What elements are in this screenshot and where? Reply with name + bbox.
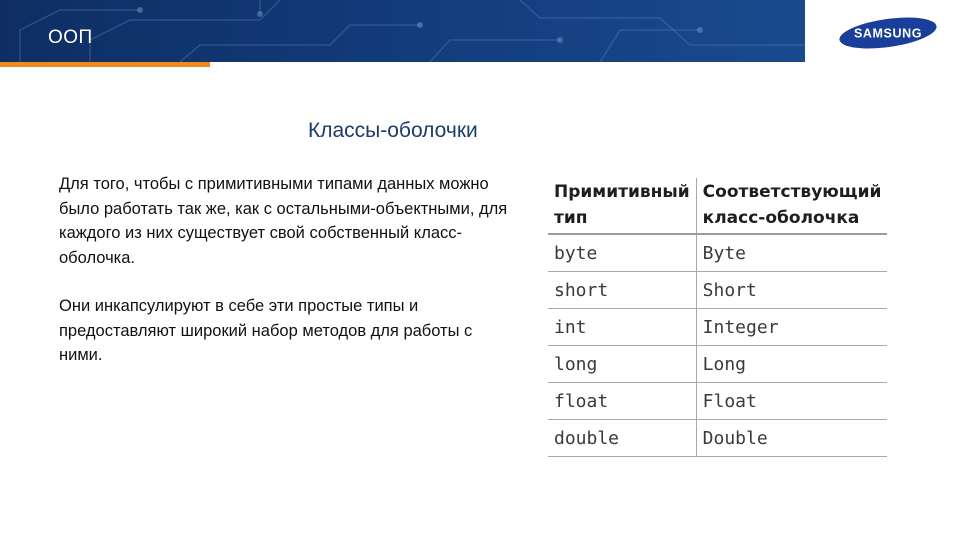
paragraph: Для того, чтобы с примитивными типами данных можно было работать так же, как с остальными-объектными, для каждого из них существует свой собственный класс-оболочка. (59, 175, 508, 267)
table-row (548, 420, 887, 457)
wrapper-class-cell: Short (696, 272, 887, 309)
types-table (548, 178, 887, 457)
wrapper-class-cell: Byte (696, 234, 887, 272)
circuit-decoration (0, 0, 805, 62)
column-header-primitive: Примитивный тип (548, 178, 696, 234)
column-header-wrapper: Соответствующий класс-оболочка (696, 178, 887, 234)
header-banner (0, 0, 805, 62)
primitive-type-cell: short (548, 272, 696, 309)
samsung-logo (838, 16, 938, 50)
primitive-type-cell: int (548, 309, 696, 346)
header-title: ООП (48, 27, 93, 48)
slide-title: Классы-оболочки (308, 119, 478, 142)
table-row (548, 309, 887, 346)
table-row (548, 272, 887, 309)
body-text (59, 172, 514, 392)
samsung-logo-text: SAMSUNG (853, 26, 923, 41)
table-row (548, 234, 887, 272)
wrapper-class-cell: Integer (696, 309, 887, 346)
table-row (548, 346, 887, 383)
paragraph: Они инкапсулируют в себе эти простые типы и предоставляют широкий набор методов для работы с ними. (59, 297, 473, 364)
table-header-row (548, 178, 887, 234)
primitive-type-cell: double (548, 420, 696, 457)
wrapper-class-cell: Double (696, 420, 887, 457)
wrapper-classes-table (548, 178, 883, 457)
wrapper-class-cell: Float (696, 383, 887, 420)
accent-bar (0, 62, 210, 67)
wrapper-class-cell: Long (696, 346, 887, 383)
primitive-type-cell: float (548, 383, 696, 420)
primitive-type-cell: long (548, 346, 696, 383)
primitive-type-cell: byte (548, 234, 696, 272)
table-row (548, 383, 887, 420)
